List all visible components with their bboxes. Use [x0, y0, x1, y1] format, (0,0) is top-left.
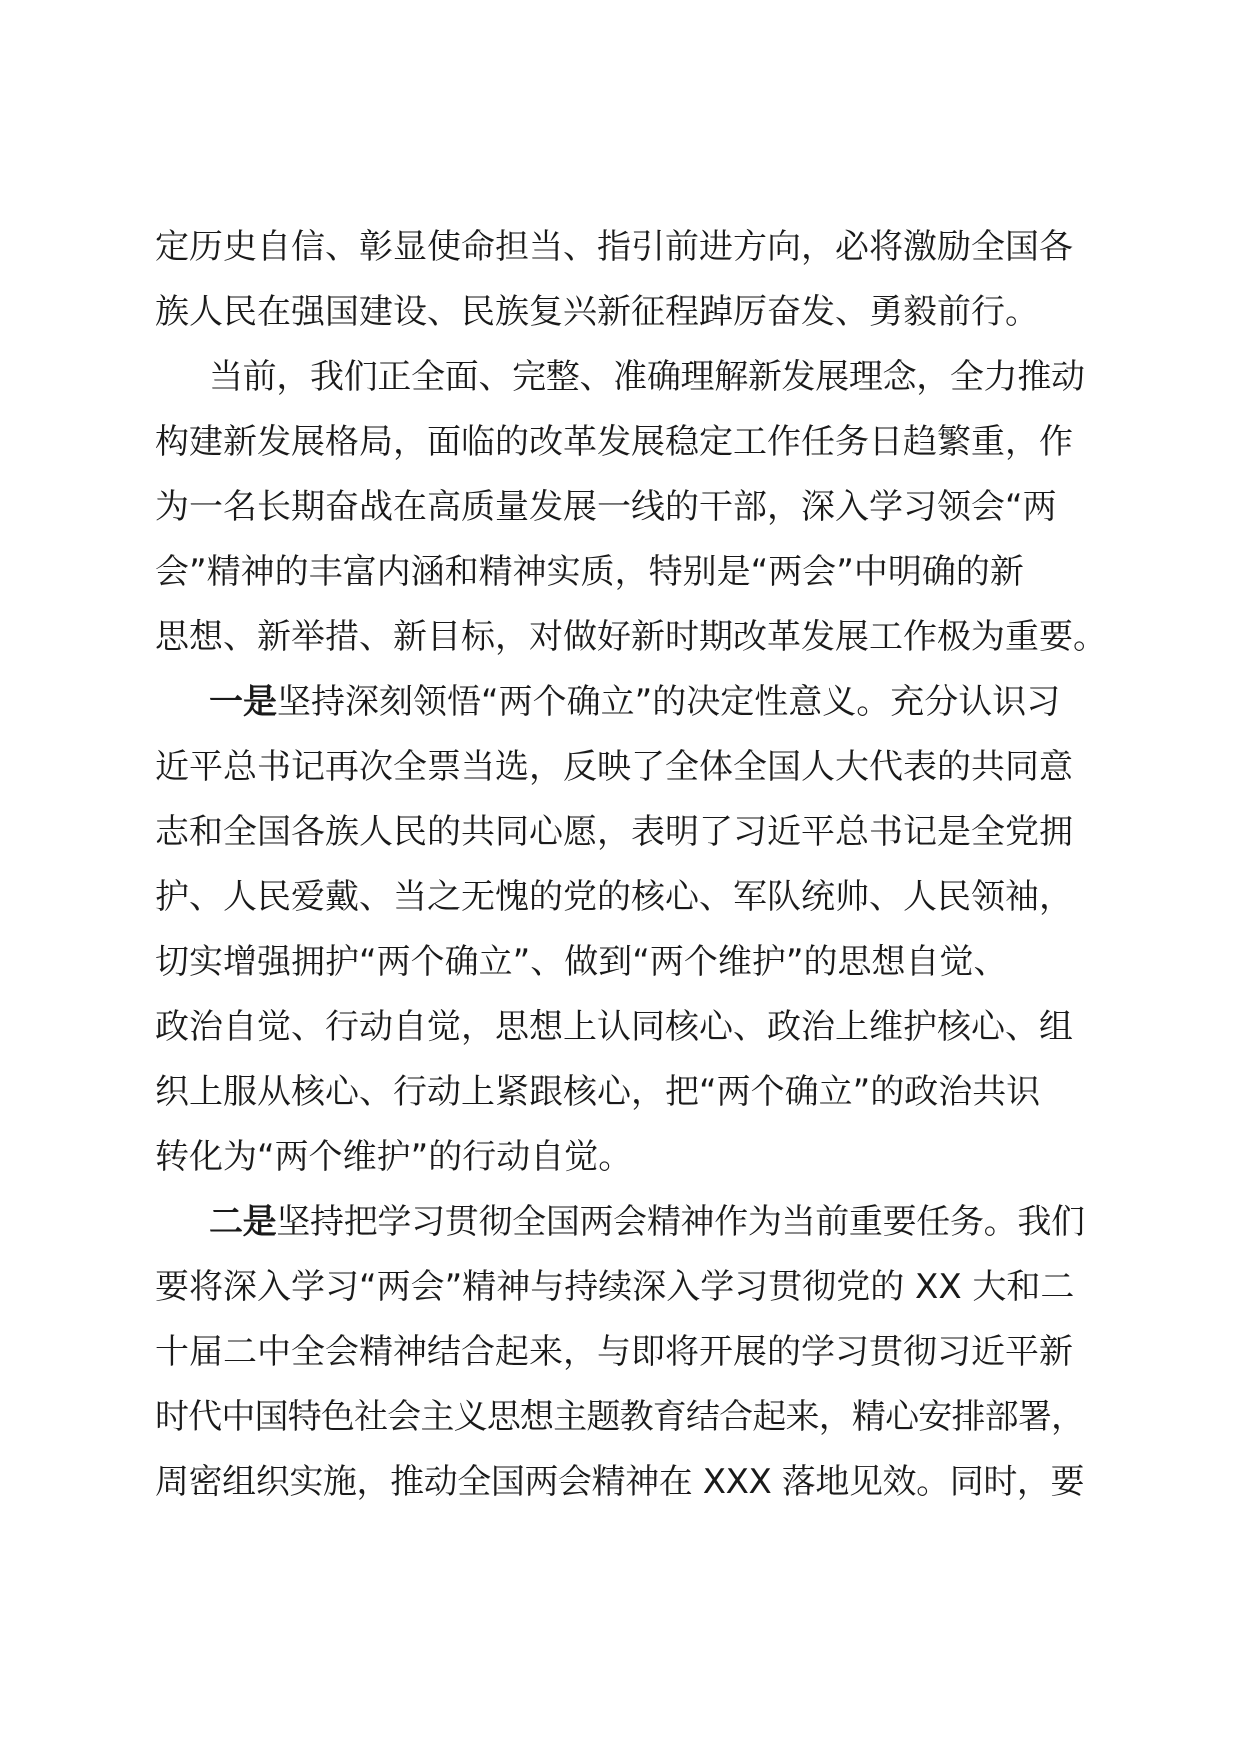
line-text: 时代中国特色社会主义思想主题教育结合起来，精心安排部署， [155, 1397, 1085, 1437]
line-text: 坚持把学习贯彻全国两会精神作为当前重要任务。我们 [276, 1202, 1085, 1242]
line-text: 会”精神的丰富内涵和精神实质，特别是“两会”中明确的新 [155, 552, 1024, 592]
text-line [155, 1255, 1085, 1320]
line-text: 护、人民爱戴、当之无愧的党的核心、军队统帅、人民领袖， [155, 877, 1073, 917]
line-text: 族人民在强国建设、民族复兴新征程踔厉奋发、勇毅前行。 [155, 292, 1039, 332]
line-text: 周密组织实施，推动全国两会精神在 XXX 落地见效。同时，要 [155, 1462, 1085, 1502]
paragraph-lead: 二是 [209, 1202, 277, 1242]
line-text: 织上服从核心、行动上紧跟核心，把“两个确立”的政治共识 [155, 1072, 1041, 1112]
text-line [155, 865, 1085, 930]
text-line [155, 1320, 1085, 1385]
text-line [155, 475, 1085, 540]
line-text: 十届二中全会精神结合起来，与即将开展的学习贯彻习近平新 [155, 1332, 1073, 1372]
text-line [155, 1060, 1085, 1125]
text-line [155, 1190, 1085, 1255]
text-line [155, 995, 1085, 1060]
paragraph-lead: 一是 [209, 682, 277, 722]
line-text: 当前，我们正全面、完整、准确理解新发展理念，全力推动 [209, 357, 1085, 397]
line-text: 近平总书记再次全票当选，反映了全体全国人大代表的共同意 [155, 747, 1073, 787]
text-line [155, 1450, 1085, 1515]
line-text: 思想、新举措、新目标，对做好新时期改革发展工作极为重要。 [155, 617, 1107, 657]
line-text: 坚持深刻领悟“两个确立”的决定性意义。充分认识习 [277, 682, 1061, 722]
text-line [155, 800, 1085, 865]
line-text: 政治自觉、行动自觉，思想上认同核心、政治上维护核心、组 [155, 1007, 1073, 1047]
text-line [155, 540, 1085, 605]
text-line [155, 670, 1085, 735]
line-text: 构建新发展格局，面临的改革发展稳定工作任务日趋繁重，作 [155, 422, 1073, 462]
text-line [155, 735, 1085, 800]
text-line [155, 215, 1085, 280]
line-text: 志和全国各族人民的共同心愿，表明了习近平总书记是全党拥 [155, 812, 1073, 852]
text-line [155, 605, 1107, 670]
text-line [155, 410, 1085, 475]
document-body [155, 215, 1107, 1515]
text-line [155, 345, 1085, 410]
text-line [155, 930, 1085, 995]
line-text: 要将深入学习“两会”精神与持续深入学习贯彻党的 XX 大和二 [155, 1267, 1075, 1307]
line-text: 定历史自信、彰显使命担当、指引前进方向，必将激励全国各 [155, 227, 1073, 267]
line-text: 切实增强拥护“两个确立”、做到“两个维护”的思想自觉、 [155, 942, 1008, 982]
line-text: 为一名长期奋战在高质量发展一线的干部，深入学习领会“两 [155, 487, 1057, 527]
text-line [155, 280, 1085, 345]
text-line [155, 1385, 1085, 1450]
line-text: 转化为“两个维护”的行动自觉。 [155, 1137, 633, 1177]
text-line [155, 1125, 1085, 1190]
